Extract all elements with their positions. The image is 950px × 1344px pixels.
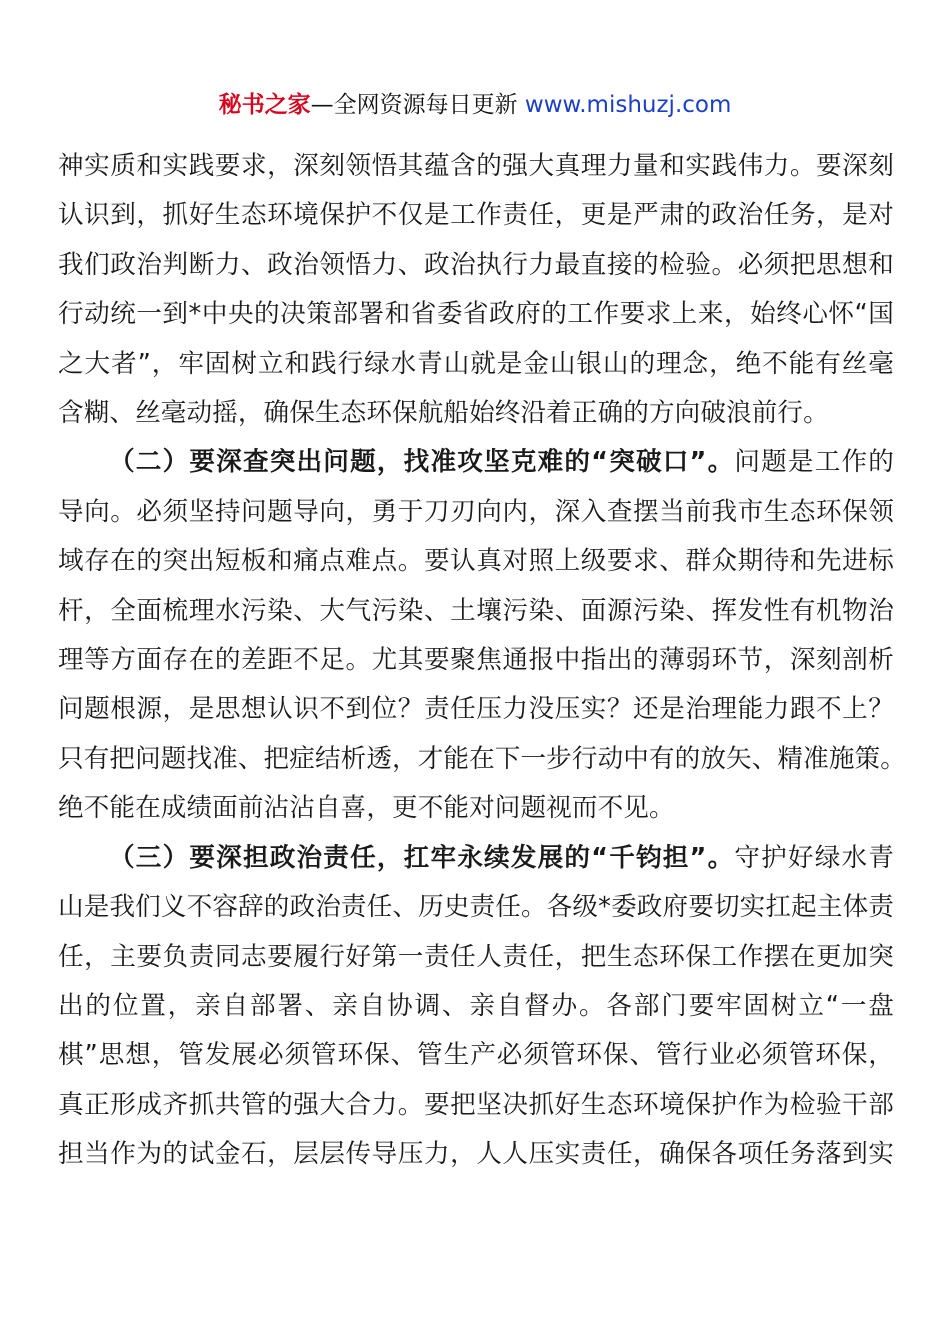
site-header	[0, 88, 950, 122]
text-line: 我们政治判断力、政治领悟力、政治执行力最直接的检验。必须把思想和	[58, 249, 894, 280]
brand-name: 秘书之家	[218, 92, 311, 118]
text-line: 问题根源，是思想认识不到位？责任压力没压实？还是治理能力跟不上？	[58, 694, 894, 725]
text-line: 理等方面存在的差距不足。尤其要聚焦通报中指出的薄弱环节，深刻剖析	[58, 645, 894, 676]
text-line: 杆，全面梳理水污染、大气污染、土壤污染、面源污染、挥发性有机物治	[58, 595, 894, 626]
paragraph-1	[58, 142, 894, 438]
paragraph-3	[58, 834, 894, 1180]
section-heading: （三）要深担政治责任，扛牢永续发展的“千钧担”。	[109, 842, 735, 873]
text-line: 任，主要负责同志要履行好第一责任人责任，把生态环保工作摆在更加突	[58, 941, 894, 972]
text-line: 只有把问题找准、把症结析透，才能在下一步行动中有的放矢、精准施策。	[58, 743, 906, 774]
text-line: 担当作为的试金石，层层传导压力，人人压实责任，确保各项任务落到实	[58, 1139, 894, 1170]
section-heading: （二）要深查突出问题，找准攻坚克难的“突破口”。	[109, 447, 735, 478]
header-slogan: —全网资源每日更新	[310, 92, 525, 118]
text-line: 之大者”，牢固树立和践行绿水青山就是金山银山的理念，绝不能有丝毫	[58, 348, 894, 379]
text-line: 山是我们义不容辞的政治责任、历史责任。各级*委政府要切实扛起主体责	[58, 892, 894, 923]
text-line: 出的位置，亲自部署、亲自协调、亲自督办。各部门要牢固树立“一盘	[58, 990, 894, 1021]
heading-line	[58, 438, 894, 487]
document-body	[58, 142, 906, 1180]
text-line: 导向。必须坚持问题导向，勇于刀刃向内，深入查摆当前我市生态环保领	[58, 496, 894, 527]
text-line: 行动统一到*中央的决策部署和省委省政府的工作要求上来，始终心怀“国	[58, 299, 894, 330]
text-line: 域存在的突出短板和痛点难点。要认真对照上级要求、群众期待和先进标	[58, 546, 894, 577]
text-line: 棋”思想，管发展必须管环保、管生产必须管环保、管行业必须管环保，	[58, 1040, 894, 1071]
heading-line	[58, 834, 894, 883]
site-url[interactable]: www.mishuzj.com	[524, 92, 732, 118]
heading-line-rest: 守护好绿水青	[734, 842, 894, 873]
text-line: 真正形成齐抓共管的强大合力。要把坚决抓好生态环境保护作为检验干部	[58, 1089, 894, 1120]
heading-line-rest: 问题是工作的	[734, 447, 894, 478]
paragraph-2	[58, 438, 906, 833]
text-line: 认识到，抓好生态环境保护不仅是工作责任，更是严肃的政治任务，是对	[58, 200, 894, 231]
text-line: 神实质和实践要求，深刻领悟其蕴含的强大真理力量和实践伟力。要深刻	[58, 151, 894, 181]
text-line: 绝不能在成绩面前沾沾自喜，更不能对问题视而不见。	[58, 793, 675, 824]
text-line: 含糊、丝毫动摇，确保生态环保航船始终沿着正确的方向破浪前行。	[58, 398, 829, 429]
